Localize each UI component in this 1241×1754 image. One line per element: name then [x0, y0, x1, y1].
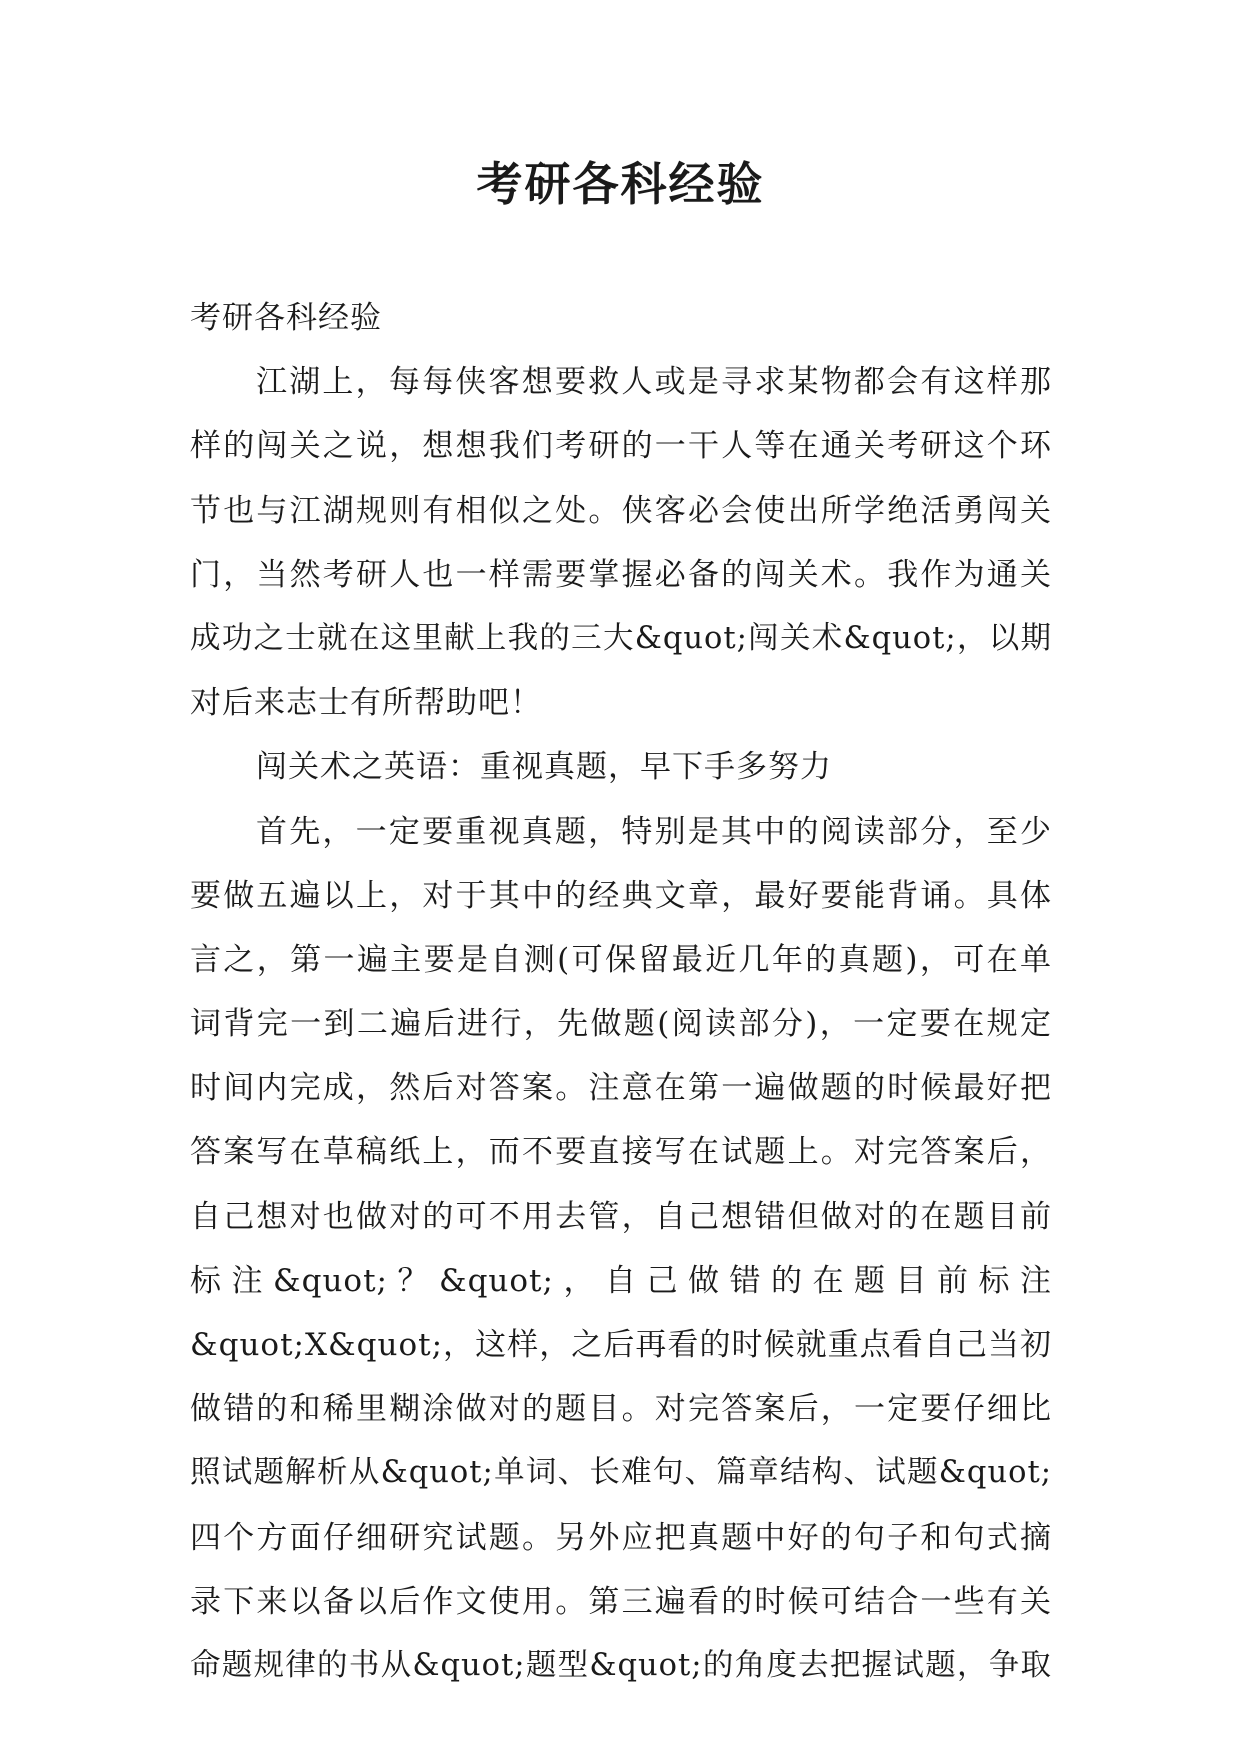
document-title: 考研各科经验: [476, 157, 765, 211]
text-line: 时间内完成，然后对答案。注意在第一遍做题的时候最好把: [190, 1070, 1052, 1107]
text-line: 言之，第一遍主要是自测(可保留最近几年的真题)，可在单: [190, 941, 1052, 978]
text-line: 命题规律的书从&quot;题型&quot;的角度去把握试题，争取: [190, 1647, 1052, 1683]
text-line: 门，当然考研人也一样需要掌握必备的闯关术。我作为通关: [190, 556, 1052, 593]
text-line: 成功之士就在这里献上我的三大&quot;闯关术&quot;，以期: [190, 620, 1052, 656]
text-line: 样的闯关之说，想想我们考研的一干人等在通关考研这个环: [190, 428, 1052, 465]
text-line: 自己想对也做对的可不用去管，自己想错但做对的在题目前: [190, 1198, 1052, 1235]
text-line: 做错的和稀里糊涂做对的题目。对完答案后，一定要仔细比: [190, 1391, 1052, 1428]
text-line: 标注&quot;？&quot;，自己做错的在题目前标注: [190, 1262, 1052, 1299]
text-line: 江湖上，每每侠客想要救人或是寻求某物都会有这样那: [256, 364, 1052, 401]
text-line: 节也与江湖规则有相似之处。侠客必会使出所学绝活勇闯关: [190, 492, 1052, 529]
text-line: 闯关术之英语：重视真题，早下手多努力: [256, 749, 832, 786]
text-line: 考研各科经验: [190, 300, 382, 336]
document-body: [190, 286, 1052, 1698]
text-line: 照试题解析从&quot;单词、长难句、篇章结构、试题&quot;: [190, 1455, 1052, 1491]
text-line: &quot;X&quot;，这样，之后再看的时候就重点看自己当初: [190, 1327, 1052, 1363]
text-line: 对后来志士有所帮助吧！: [190, 685, 542, 722]
text-line: 词背完一到二遍后进行，先做题(阅读部分)，一定要在规定: [190, 1006, 1052, 1043]
text-line: 首先，一定要重视真题，特别是其中的阅读部分，至少: [256, 813, 1052, 850]
text-line: 答案写在草稿纸上，而不要直接写在试题上。对完答案后，: [190, 1134, 1052, 1171]
text-line: 录下来以备以后作文使用。第三遍看的时候可结合一些有关: [190, 1583, 1052, 1620]
text-line: 四个方面仔细研究试题。另外应把真题中好的句子和句式摘: [190, 1519, 1052, 1556]
text-line: 要做五遍以上，对于其中的经典文章，最好要能背诵。具体: [190, 877, 1052, 914]
